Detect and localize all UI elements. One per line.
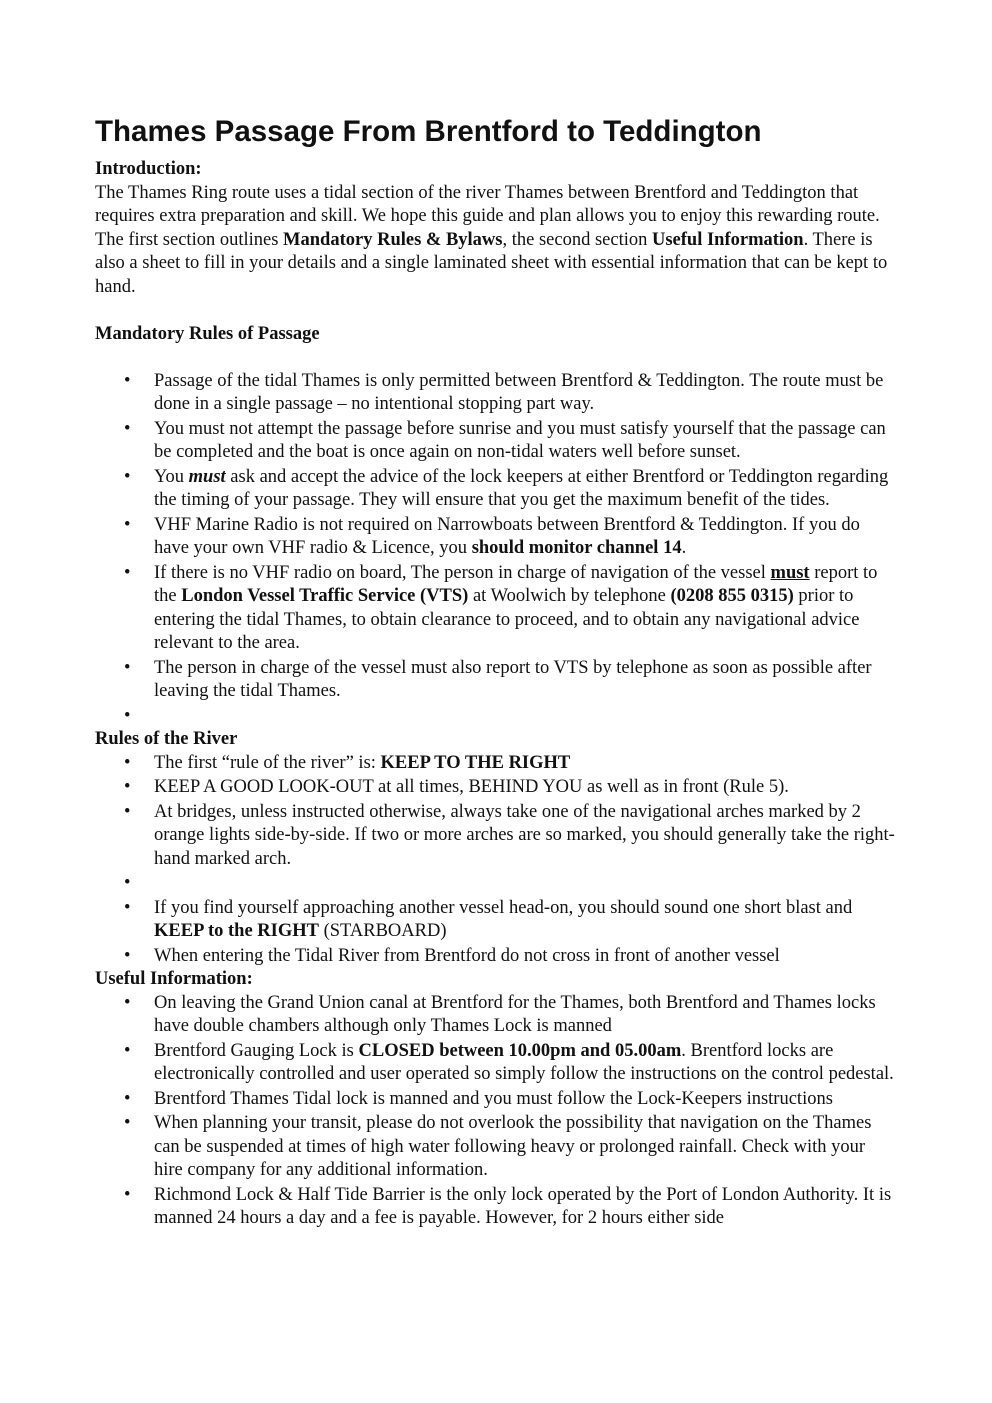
emphasis-keep-right: KEEP to the RIGHT — [154, 921, 319, 941]
list-item-text: When entering the Tidal River from Brentford do not cross in front of another vessel — [154, 945, 780, 966]
list-item-text: Passage of the tidal Thames is only permitted between Brentford & Teddington. The route must be done in a single passage – no intentional stopping part way. — [154, 370, 884, 414]
useful-list — [95, 992, 895, 1231]
list-item-text: When planning your transit, please do not overlook the possibility that navigation on the Thames can be suspended at times of high water following heavy or prolonged rainfall. Check with your hire company for any additional information. — [154, 1113, 872, 1180]
list-item-text: If you find yourself approaching another vessel head-on, you should sound one short blast and — [154, 897, 853, 918]
emphasis-vts: London Vessel Traffic Service (VTS) — [181, 586, 469, 606]
mandatory-heading: Mandatory Rules of Passage — [95, 323, 320, 344]
list-item-text: Brentford Thames Tidal lock is manned and you must follow the Lock-Keepers instructions — [154, 1088, 833, 1109]
list-item-text: ask and accept the advice of the lock keepers at either Brentford or Teddington regarding the timing of your passage. They will ensure that you get the maximum benefit of the tides. — [154, 466, 889, 510]
intro-text-1: The Thames Ring route uses a tidal section of the river Thames between Brentford and Teddington that requires extra preparation and skill. We hope this guide and plan allows you to enjoy this rewarding route. The first section outlines — [95, 182, 880, 250]
list-item-text: at Woolwich by telephone — [468, 586, 671, 606]
list-item — [95, 562, 895, 656]
list-item — [95, 1088, 895, 1112]
intro-paragraph — [95, 182, 895, 300]
intro-text-2: , the second section — [502, 229, 652, 250]
list-item — [95, 418, 895, 465]
list-item-text: At bridges, unless instructed otherwise, always take one of the navigational arches marked by 2 orange lights side-by-side. If two or more arches are so marked, you should generally take the right-hand marked arch. — [154, 801, 895, 869]
list-item-empty — [95, 705, 895, 729]
list-item-text: (STARBOARD) — [318, 921, 447, 941]
river-heading: Rules of the River — [95, 729, 238, 749]
emphasis-phone: (0208 855 0315) — [670, 586, 794, 606]
list-item-text: The first “rule of the river” is: — [154, 752, 381, 773]
list-item-text: . Brentford locks are electronically controlled and user operated so simply follow the instructions on the control pedestal. — [154, 1040, 894, 1084]
list-item-text: If there is no VHF radio on board, The person in charge of navigation of the vessel — [154, 562, 771, 583]
list-item — [95, 657, 895, 704]
list-item — [95, 992, 895, 1039]
list-item-text: KEEP A GOOD LOOK-OUT at all times, BEHIND YOU as well as in front (Rule 5). — [154, 777, 789, 797]
list-item — [95, 801, 895, 872]
intro-heading: Introduction: — [95, 159, 202, 179]
list-item-text: The person in charge of the vessel must also report to VTS by telephone as soon as possible after leaving the tidal Thames. — [154, 657, 872, 701]
emphasis-channel: should monitor channel 14 — [471, 538, 682, 558]
emphasis-keep-right: KEEP TO THE RIGHT — [380, 752, 571, 773]
list-item-text: prior to entering the tidal Thames, to obtain clearance to proceed, and to obtain any navigational advice relevant to the area. — [154, 586, 860, 653]
emphasis-must-underlined: must — [770, 562, 810, 583]
list-item-text: . — [681, 538, 687, 558]
list-item — [95, 1184, 895, 1231]
list-item-empty — [95, 872, 895, 896]
list-item — [95, 370, 895, 417]
useful-heading: Useful Information: — [95, 969, 253, 989]
intro-text-3: . There is also a sheet to fill in your details and a single laminated sheet with essential information that can be kept to hand. — [95, 229, 888, 297]
emphasis-closed-hours: CLOSED between 10.00pm and 05.00am — [358, 1040, 682, 1061]
list-item-text: Richmond Lock & Half Tide Barrier is the only lock operated by the Port of London Authority. It is manned 24 hours a day and a fee is payable. However, for 2 hours either side — [154, 1184, 892, 1228]
mandatory-list — [95, 370, 895, 729]
intro-bold-1: Mandatory Rules & Bylaws — [283, 229, 503, 250]
list-item — [95, 514, 895, 561]
list-item — [95, 945, 895, 969]
emphasis-must: must — [188, 466, 226, 487]
list-item-text: VHF Marine Radio is not required on Narrowboats between Brentford & Teddington. If you do have your own VHF radio & Licence, you — [154, 514, 860, 558]
list-item — [95, 1040, 895, 1087]
list-item — [95, 897, 895, 944]
list-item-text: On leaving the Grand Union canal at Brentford for the Thames, both Brentford and Thames locks have double chambers although only Thames Lock is manned — [154, 992, 876, 1036]
list-item-text: You — [154, 466, 189, 487]
list-item-text: Brentford Gauging Lock is — [154, 1040, 359, 1061]
list-item — [95, 776, 895, 800]
list-item — [95, 466, 895, 513]
list-item-text: report to the — [154, 562, 878, 606]
list-item — [95, 1112, 895, 1183]
document-page — [95, 112, 895, 1232]
intro-bold-2: Useful Information — [651, 229, 804, 250]
river-list — [95, 752, 895, 969]
list-item-text: You must not attempt the passage before sunrise and you must satisfy yourself that the passage can be completed and the boat is once again on non-tidal waters well before sunset. — [154, 418, 886, 462]
page-title: Thames Passage From Brentford to Teddington — [95, 115, 762, 148]
list-item — [95, 752, 895, 776]
